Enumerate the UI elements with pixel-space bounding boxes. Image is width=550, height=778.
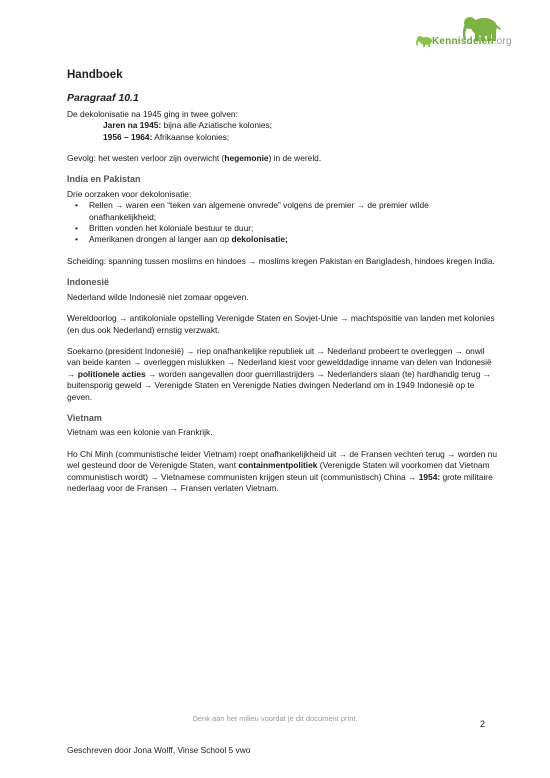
- heading-india-pakistan: India en Pakistan: [67, 174, 141, 185]
- list-item: • Britten vonden het koloniale bestuur te duur;: [67, 223, 497, 234]
- india-causes-list: [67, 200, 497, 246]
- document-title: Handboek: [67, 69, 123, 81]
- india-lead: Drie oorzaken voor dekolonisatie:: [67, 188, 192, 199]
- indonesie-p3: Soekarno (president Indonesië) → riep onafhankelijke republiek uit → Nederland probeert te overleggen → onwil van beide kanten → overleggen mislukken → Nederland kiest voor gewelddadige inname van delen van Indonesië → politionele acties → worden aangevallen door guerrillastrijders → Nederlanders slaan (te) hardhandig terug → buitensporig geweld → Verenigde Staten en Verenigde Naties dwingen Nederland om in 1949 Indonesië op te geven.: [67, 345, 492, 402]
- indonesie-p1: Nederland wilde Indonesië niet zomaar opgeven.: [67, 291, 249, 302]
- page-number: 2: [480, 719, 486, 729]
- heading-vietnam: Vietnam: [67, 412, 102, 423]
- kennisdelen-logo: [412, 14, 530, 54]
- document-body: [67, 70, 497, 494]
- section-heading: Paragraaf 10.1: [67, 92, 139, 105]
- intro-result: Gevolg: het westen verloor zijn overwicht (hegemonie) in de wereld.: [67, 153, 322, 164]
- indonesie-p2: Wereldoorlog → antikoloniale opstelling Verenigde Staten en Sovjet-Unie → machtspositie van landen met kolonies (en dus ook Nederland) ernstig verzwakt.: [67, 313, 495, 335]
- vietnam-p1: Vietnam was een kolonie van Frankrijk.: [67, 427, 213, 438]
- wave-1: Jaren na 1945: bijna alle Aziatische kolonies;: [103, 120, 273, 131]
- intro-line: De dekolonisatie na 1945 ging in twee golven:: [67, 108, 238, 119]
- heading-indonesie: Indonesië: [67, 277, 110, 288]
- list-item: • Amerikanen drongen al langer aan op dekolonisatie;: [67, 234, 497, 245]
- list-item: • Rellen → waren een “teken van algemene onvrede” volgens de premier → de premier wilde onafhankelijkheid;: [67, 200, 497, 223]
- wave-2: 1956 – 1964: Afrikaanse kolonies;: [103, 131, 230, 142]
- logo-wordmark: Kennisdelen.org: [432, 36, 512, 47]
- india-split: Scheiding: spanning tussen moslims en hindoes → moslims kregen Pakistan en Bangladesh, hindoes kregen India.: [67, 255, 495, 266]
- author-line: Geschreven door Jona Wolff, Vinse School 5 vwo: [67, 745, 251, 755]
- footer-environment-note: Denk aan het milieu voordat je dit document print.: [192, 714, 358, 723]
- vietnam-p2: Ho Chi Minh (communistische leider Vietnam) roept onafhankelijkheid uit → de Fransen vechten terug → worden nu wel gesteund door de Verenigde Staten, want containmentpolitiek (Verenigde Staten wil voorkomen dat Vietnam communistisch wordt) → Vietnamese communisten krijgen steun uit (communistisch) China → 1954: grote militaire nederlaag voor de Fransen → Fransen verlaten Vietnam.: [67, 448, 497, 493]
